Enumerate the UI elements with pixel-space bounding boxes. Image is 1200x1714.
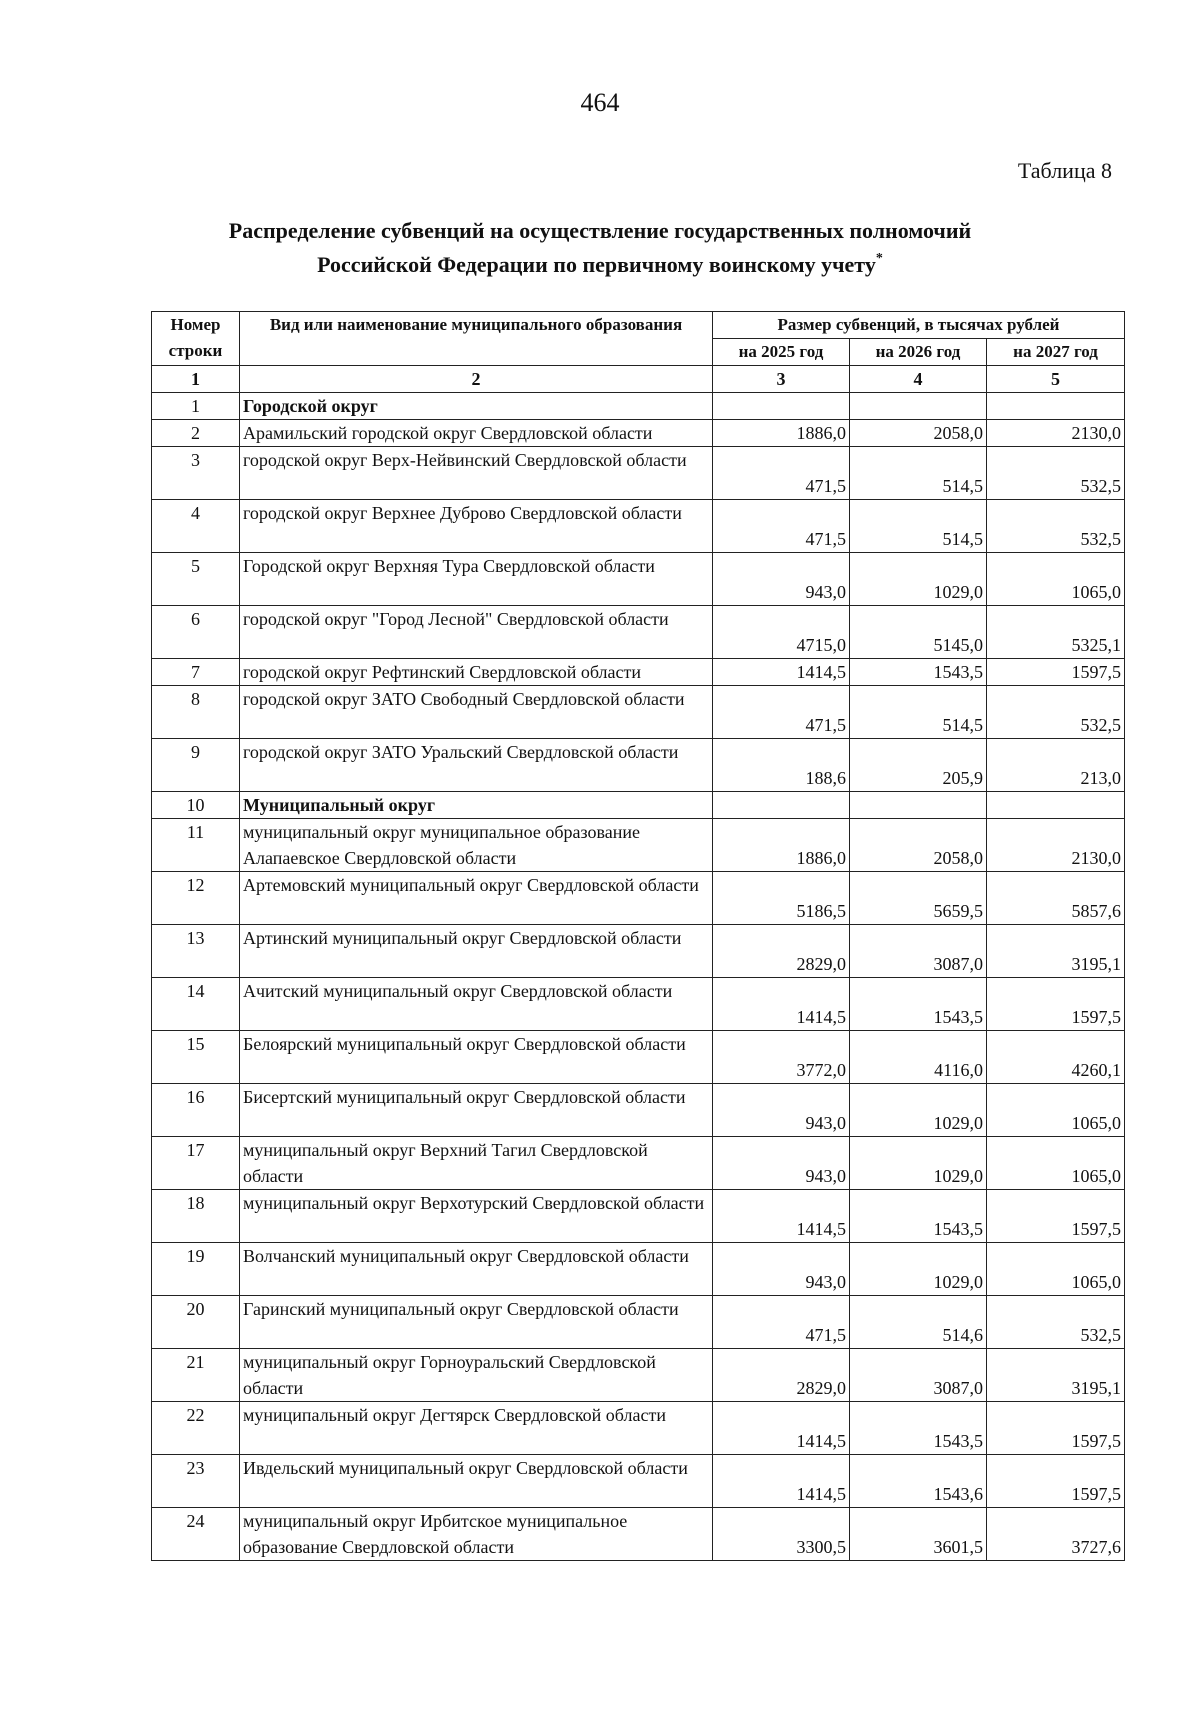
value-2025-cell: 3300,5 [713, 1508, 850, 1561]
value-2025-cell [713, 393, 850, 420]
value-2027-cell: 2130,0 [987, 819, 1125, 872]
entity-name-cell: городской округ ЗАТО Уральский Свердловской области [240, 739, 713, 792]
header-year-2026: на 2026 год [850, 339, 987, 366]
row-number-cell: 9 [152, 739, 240, 792]
row-number-cell: 4 [152, 500, 240, 553]
value-2026-cell: 1543,5 [850, 978, 987, 1031]
entity-name-cell: Белоярский муниципальный округ Свердловской области [240, 1031, 713, 1084]
subsidy-table [151, 311, 1125, 1561]
table-row [152, 420, 1125, 447]
entity-name-cell: муниципальный округ Дегтярск Свердловской области [240, 1402, 713, 1455]
value-2027-cell: 532,5 [987, 1296, 1125, 1349]
value-2025-cell: 2829,0 [713, 1349, 850, 1402]
entity-name-cell: Городской округ [240, 393, 713, 420]
value-2025-cell [713, 792, 850, 819]
row-number-cell: 7 [152, 659, 240, 686]
value-2026-cell: 205,9 [850, 739, 987, 792]
column-numbers-row [152, 366, 1125, 393]
value-2027-cell: 5857,6 [987, 872, 1125, 925]
value-2027-cell [987, 792, 1125, 819]
header-name: Вид или наименование муниципального образования [240, 312, 713, 366]
table-body [152, 366, 1125, 1561]
entity-name-cell: муниципальный округ Горноуральский Свердловской области [240, 1349, 713, 1402]
section-row [152, 792, 1125, 819]
value-2027-cell: 1597,5 [987, 978, 1125, 1031]
header-year-2025: на 2025 год [713, 339, 850, 366]
value-2026-cell: 1543,5 [850, 1402, 987, 1455]
table-row [152, 1349, 1125, 1402]
value-2025-cell: 471,5 [713, 1296, 850, 1349]
row-number-cell: 14 [152, 978, 240, 1031]
column-number: 5 [987, 366, 1125, 393]
title-line-1: Распределение субвенций на осуществление государственных полномочий [228, 218, 972, 243]
value-2027-cell: 532,5 [987, 500, 1125, 553]
value-2027-cell: 1065,0 [987, 1243, 1125, 1296]
value-2026-cell: 1029,0 [850, 1084, 987, 1137]
row-number-cell: 1 [152, 393, 240, 420]
value-2027-cell: 4260,1 [987, 1031, 1125, 1084]
section-row [152, 393, 1125, 420]
page-number: 464 [580, 88, 620, 117]
header-row-number: Номер строки [152, 312, 240, 366]
row-number-cell: 16 [152, 1084, 240, 1137]
entity-name-cell: муниципальный округ Ирбитское муниципальное образование Свердловской области [240, 1508, 713, 1561]
table-row [152, 1455, 1125, 1508]
row-number-cell: 3 [152, 447, 240, 500]
value-2026-cell: 514,6 [850, 1296, 987, 1349]
value-2026-cell: 5145,0 [850, 606, 987, 659]
value-2025-cell: 1414,5 [713, 659, 850, 686]
entity-name-cell: муниципальный округ муниципальное образование Алапаевское Свердловской области [240, 819, 713, 872]
table-row [152, 500, 1125, 553]
value-2025-cell: 1414,5 [713, 1402, 850, 1455]
value-2027-cell: 3195,1 [987, 925, 1125, 978]
value-2026-cell: 3087,0 [850, 925, 987, 978]
entity-name-cell: Ивдельский муниципальный округ Свердловской области [240, 1455, 713, 1508]
value-2025-cell: 471,5 [713, 447, 850, 500]
value-2025-cell: 943,0 [713, 1243, 850, 1296]
row-number-cell: 8 [152, 686, 240, 739]
entity-name-cell: Арамильский городской округ Свердловской области [240, 420, 713, 447]
row-number-cell: 2 [152, 420, 240, 447]
entity-name-cell: городской округ Верх-Нейвинский Свердловской области [240, 447, 713, 500]
value-2026-cell: 1029,0 [850, 1243, 987, 1296]
row-number-cell: 6 [152, 606, 240, 659]
value-2026-cell: 1543,5 [850, 659, 987, 686]
header-row-1 [152, 312, 1125, 339]
value-2026-cell: 514,5 [850, 500, 987, 553]
value-2025-cell: 943,0 [713, 1084, 850, 1137]
title-line-2 [140, 248, 1060, 282]
row-number-cell: 11 [152, 819, 240, 872]
value-2025-cell: 471,5 [713, 500, 850, 553]
entity-name-cell: Гаринский муниципальный округ Свердловской области [240, 1296, 713, 1349]
document-title [140, 214, 1060, 282]
table-row [152, 1137, 1125, 1190]
row-number-cell: 21 [152, 1349, 240, 1402]
row-number-cell: 5 [152, 553, 240, 606]
column-number: 2 [240, 366, 713, 393]
value-2027-cell: 213,0 [987, 739, 1125, 792]
row-number-cell: 23 [152, 1455, 240, 1508]
table-row [152, 819, 1125, 872]
header-year-2027: на 2027 год [987, 339, 1125, 366]
table-row [152, 659, 1125, 686]
value-2026-cell: 514,5 [850, 447, 987, 500]
row-number-cell: 12 [152, 872, 240, 925]
value-2027-cell: 532,5 [987, 686, 1125, 739]
table-row [152, 978, 1125, 1031]
entity-name-cell: Муниципальный округ [240, 792, 713, 819]
value-2025-cell: 5186,5 [713, 872, 850, 925]
table-row [152, 1508, 1125, 1561]
table-row [152, 1243, 1125, 1296]
table-row [152, 553, 1125, 606]
value-2027-cell [987, 393, 1125, 420]
row-number-cell: 10 [152, 792, 240, 819]
entity-name-cell: Артинский муниципальный округ Свердловской области [240, 925, 713, 978]
value-2026-cell: 514,5 [850, 686, 987, 739]
column-number: 3 [713, 366, 850, 393]
value-2026-cell: 1543,5 [850, 1190, 987, 1243]
entity-name-cell: городской округ Рефтинский Свердловской области [240, 659, 713, 686]
table-row [152, 1190, 1125, 1243]
table-row [152, 872, 1125, 925]
value-2026-cell: 2058,0 [850, 819, 987, 872]
value-2025-cell: 3772,0 [713, 1031, 850, 1084]
entity-name-cell: городской округ ЗАТО Свободный Свердловской области [240, 686, 713, 739]
row-number-cell: 17 [152, 1137, 240, 1190]
value-2026-cell: 3087,0 [850, 1349, 987, 1402]
table-row [152, 1296, 1125, 1349]
value-2027-cell: 1065,0 [987, 553, 1125, 606]
value-2025-cell: 1414,5 [713, 978, 850, 1031]
entity-name-cell: Волчанский муниципальный округ Свердловской области [240, 1243, 713, 1296]
header-amount-group: Размер субвенций, в тысячах рублей [713, 312, 1125, 339]
value-2025-cell: 943,0 [713, 1137, 850, 1190]
value-2026-cell [850, 393, 987, 420]
column-number: 1 [152, 366, 240, 393]
value-2027-cell: 1065,0 [987, 1137, 1125, 1190]
value-2026-cell: 1543,6 [850, 1455, 987, 1508]
row-number-cell: 13 [152, 925, 240, 978]
value-2025-cell: 1414,5 [713, 1190, 850, 1243]
value-2027-cell: 2130,0 [987, 420, 1125, 447]
value-2026-cell: 2058,0 [850, 420, 987, 447]
table-label: Таблица 8 [1017, 158, 1112, 183]
value-2027-cell: 1597,5 [987, 1190, 1125, 1243]
value-2026-cell: 4116,0 [850, 1031, 987, 1084]
table-row [152, 1031, 1125, 1084]
value-2025-cell: 943,0 [713, 553, 850, 606]
value-2027-cell: 3195,1 [987, 1349, 1125, 1402]
entity-name-cell: муниципальный округ Верхотурский Свердловской области [240, 1190, 713, 1243]
row-number-cell: 18 [152, 1190, 240, 1243]
value-2025-cell: 471,5 [713, 686, 850, 739]
value-2026-cell [850, 792, 987, 819]
row-number-cell: 24 [152, 1508, 240, 1561]
table-row [152, 686, 1125, 739]
entity-name-cell: городской округ "Город Лесной" Свердловской области [240, 606, 713, 659]
value-2026-cell: 3601,5 [850, 1508, 987, 1561]
value-2027-cell: 1065,0 [987, 1084, 1125, 1137]
value-2027-cell: 1597,5 [987, 659, 1125, 686]
entity-name-cell: муниципальный округ Верхний Тагил Свердловской области [240, 1137, 713, 1190]
row-number-cell: 22 [152, 1402, 240, 1455]
value-2027-cell: 5325,1 [987, 606, 1125, 659]
entity-name-cell: Бисертский муниципальный округ Свердловской области [240, 1084, 713, 1137]
row-number-cell: 15 [152, 1031, 240, 1084]
entity-name-cell: Ачитский муниципальный округ Свердловской области [240, 978, 713, 1031]
value-2026-cell: 1029,0 [850, 1137, 987, 1190]
table-row [152, 606, 1125, 659]
value-2025-cell: 188,6 [713, 739, 850, 792]
value-2026-cell: 1029,0 [850, 553, 987, 606]
row-number-cell: 19 [152, 1243, 240, 1296]
value-2027-cell: 3727,6 [987, 1508, 1125, 1561]
value-2027-cell: 1597,5 [987, 1455, 1125, 1508]
value-2025-cell: 2829,0 [713, 925, 850, 978]
entity-name-cell: Артемовский муниципальный округ Свердловской области [240, 872, 713, 925]
table-row [152, 447, 1125, 500]
value-2025-cell: 4715,0 [713, 606, 850, 659]
entity-name-cell: городской округ Верхнее Дуброво Свердловской области [240, 500, 713, 553]
footnote-mark: * [875, 251, 883, 266]
value-2025-cell: 1886,0 [713, 420, 850, 447]
entity-name-cell: Городской округ Верхняя Тура Свердловской области [240, 553, 713, 606]
table-row [152, 1402, 1125, 1455]
column-number: 4 [850, 366, 987, 393]
row-number-cell: 20 [152, 1296, 240, 1349]
title-line-2-text: Российской Федерации по первичному воинскому учету [317, 252, 876, 277]
value-2027-cell: 532,5 [987, 447, 1125, 500]
table-row [152, 925, 1125, 978]
table-row [152, 1084, 1125, 1137]
value-2025-cell: 1414,5 [713, 1455, 850, 1508]
value-2027-cell: 1597,5 [987, 1402, 1125, 1455]
value-2025-cell: 1886,0 [713, 819, 850, 872]
value-2026-cell: 5659,5 [850, 872, 987, 925]
table-row [152, 739, 1125, 792]
